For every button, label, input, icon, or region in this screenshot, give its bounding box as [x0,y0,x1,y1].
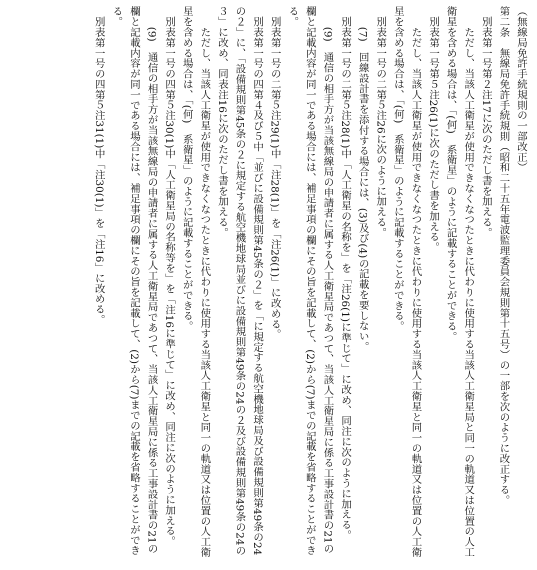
section-heading: （無線局免許手続規則の一部改正） [515,6,527,173]
item-text: (7) 回線設計書を添付する場合には、(3)及び(4)の記載を要しない。 [356,6,369,352]
proviso-text: ただし、当該人工衛星が使用できなくなつたときに代わりに使用する当該人工衛星局と同一の軌道又は位置の人工衛星を含める場合は、「(何) 系衛星」のように記載することができる。 [444,6,475,558]
amendment-line: 別表第一号の四第４及び５中「並びに設備規則第45条の２」を「に規定する航空機地球局及び設備規則第49条の24の２」に、「設備規則第45条の２に規定する航空機地球局並びに設備規則第49条の24の２及び設備規則第49条の24の３」に改め、同表注16に次のただし書を加える。 [215,6,264,556]
item-text: (9) 通信の相手方が当該無線局の申請者に属する人工衛星局であつて、当該人工衛星局に係る工事設計書の21の欄と記載内容が同一である場合には、補足事項の欄にその旨を記載して、(2)から(7)までの記載を省略することができる。 [286,6,334,556]
amendment-line: 別表第一号の四第５注30(1)中「人工衛星局の名称等を」を「注16に準じて」に改め、同注に次のように加える。 [163,6,176,547]
proviso-text: ただし、当該人工衛星が使用できなくなつたときに代わりに使用する当該人工衛星と同一の軌道又は位置の人工衛星を含める場合は、「(何) 系衛星」のように記載することができる。 [180,6,211,558]
amendment-line: 別表第一号第２注17に次のただし書を加える。 [479,6,492,238]
amendment-line: 別表第一号の四第５注31(1)中「注30(1)」を「注16」に改める。 [92,6,105,325]
amendment-line: 別表第一号第５注26(1)に次のただし書を加える。 [427,6,440,253]
article-title: 第二条 無線局免許手続規則（昭和二十五年電波監理委員会規則第十五号）の一部を次のように改正する。 [497,6,510,506]
vertical-text-body [8,6,529,562]
proviso-text: ただし、当該人工衛星が使用できなくなつたときに代わりに使用する当該人工衛星と同一の軌道又は位置の人工衛星を含める場合は、「(何) 系衛星」のように記載することができる。 [391,6,422,558]
amendment-line: 別表第一号の二第５注29(1)中「注28(1)」を「注26(1)」に改める。 [268,6,281,340]
amendment-line: 別表第一号の二第５注28(1)中「人工衛星の名称を」を「注26(1)に準じて」に改め、同注に次のように加える。 [339,6,352,541]
amendment-line: 別表第一号の二第５注26に次のように加える。 [374,6,387,238]
item-text: (9) 通信の相手方が当該無線局の申請者に属する人工衛星局であつて、当該人工衛星局に係る工事設計書の21の欄と記載内容が同一である場合には、補足事項の欄にその旨を記載して、(2)から(7)までの記載を省略することができる。 [110,6,158,556]
